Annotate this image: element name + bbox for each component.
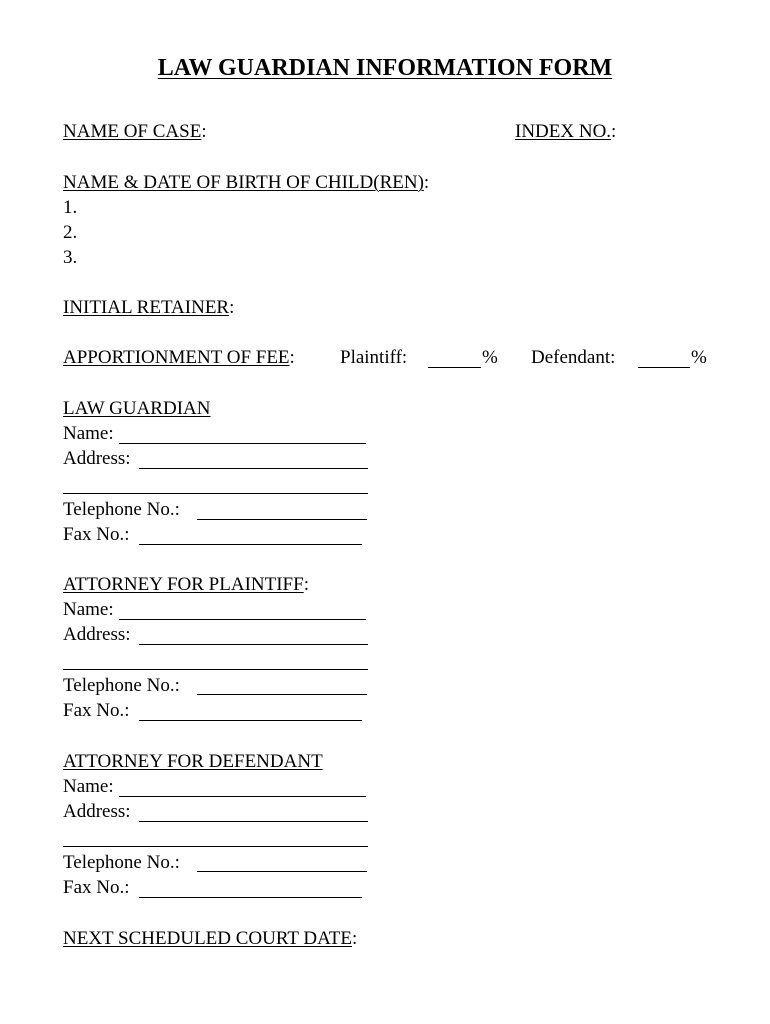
form-title: LAW GUARDIAN INFORMATION FORM xyxy=(157,55,613,81)
index-no-label: INDEX NO. xyxy=(515,121,612,142)
child-number-1: 1. xyxy=(63,197,78,218)
name-of-case-field xyxy=(63,121,207,143)
law-guardian-telephone-label: Telephone No.: xyxy=(63,499,180,520)
plaintiff-attorney-name-label: Name: xyxy=(63,599,114,620)
law-guardian-name-label: Name: xyxy=(63,423,114,444)
law-guardian-address-line[interactable] xyxy=(139,468,368,469)
defendant-attorney-address-label: Address: xyxy=(63,801,131,822)
plaintiff-attorney-telephone-line[interactable] xyxy=(197,694,367,695)
defendant-attorney-heading xyxy=(63,751,323,773)
law-guardian-telephone-line[interactable] xyxy=(197,519,367,520)
defendant-attorney-telephone-line[interactable] xyxy=(197,871,367,872)
child-number-2: 2. xyxy=(63,222,78,243)
name-of-case-label: NAME OF CASE xyxy=(63,121,202,142)
children-field xyxy=(63,172,429,194)
defendant-attorney-heading-label: ATTORNEY FOR DEFENDANT xyxy=(63,751,323,772)
initial-retainer-field xyxy=(63,297,234,319)
initial-retainer-colon: : xyxy=(229,297,235,318)
plaintiff-attorney-fax-label: Fax No.: xyxy=(63,700,130,721)
defendant-percent-sign: % xyxy=(691,347,707,368)
law-guardian-address-line-2[interactable] xyxy=(63,493,368,494)
apportionment-colon: : xyxy=(289,347,295,368)
law-guardian-heading-label: LAW GUARDIAN xyxy=(63,398,211,419)
defendant-attorney-fax-line[interactable] xyxy=(139,897,362,898)
plaintiff-percent-line[interactable] xyxy=(428,367,481,368)
plaintiff-attorney-heading xyxy=(63,574,309,596)
plaintiff-percent-sign: % xyxy=(482,347,498,368)
defendant-attorney-address-line[interactable] xyxy=(139,821,368,822)
name-of-case-colon: : xyxy=(201,121,207,142)
defendant-percent-line[interactable] xyxy=(638,367,690,368)
plaintiff-attorney-fax-line[interactable] xyxy=(139,720,362,721)
initial-retainer-label: INITIAL RETAINER xyxy=(63,297,230,318)
apportionment-field xyxy=(63,347,295,369)
plaintiff-percent-label: Plaintiff: xyxy=(340,347,408,368)
plaintiff-attorney-heading-colon: : xyxy=(303,574,309,595)
defendant-attorney-telephone-label: Telephone No.: xyxy=(63,852,180,873)
next-court-date-label: NEXT SCHEDULED COURT DATE xyxy=(63,928,352,949)
plaintiff-attorney-telephone-label: Telephone No.: xyxy=(63,675,180,696)
plaintiff-attorney-address-line-2[interactable] xyxy=(63,669,368,670)
law-guardian-name-line[interactable] xyxy=(119,443,366,444)
next-court-date-field xyxy=(63,928,357,950)
child-number-3: 3. xyxy=(63,247,78,268)
law-guardian-fax-line[interactable] xyxy=(139,544,362,545)
defendant-percent-label: Defendant: xyxy=(531,347,616,368)
apportionment-label: APPORTIONMENT OF FEE xyxy=(63,347,290,368)
defendant-attorney-fax-label: Fax No.: xyxy=(63,877,130,898)
children-label: NAME & DATE OF BIRTH OF CHILD(REN) xyxy=(63,172,424,193)
law-guardian-address-label: Address: xyxy=(63,448,131,469)
defendant-attorney-name-line[interactable] xyxy=(119,796,366,797)
defendant-attorney-address-line-2[interactable] xyxy=(63,846,368,847)
index-no-field xyxy=(515,121,616,143)
next-court-date-colon: : xyxy=(351,928,358,949)
defendant-attorney-name-label: Name: xyxy=(63,776,114,797)
plaintiff-attorney-address-line[interactable] xyxy=(139,644,368,645)
plaintiff-attorney-address-label: Address: xyxy=(63,624,131,645)
index-no-colon: : xyxy=(611,121,617,142)
children-colon: : xyxy=(423,172,430,193)
plaintiff-attorney-heading-label: ATTORNEY FOR PLAINTIFF xyxy=(63,574,304,595)
plaintiff-attorney-name-line[interactable] xyxy=(119,619,366,620)
law-guardian-fax-label: Fax No.: xyxy=(63,524,130,545)
law-guardian-heading xyxy=(63,398,210,420)
